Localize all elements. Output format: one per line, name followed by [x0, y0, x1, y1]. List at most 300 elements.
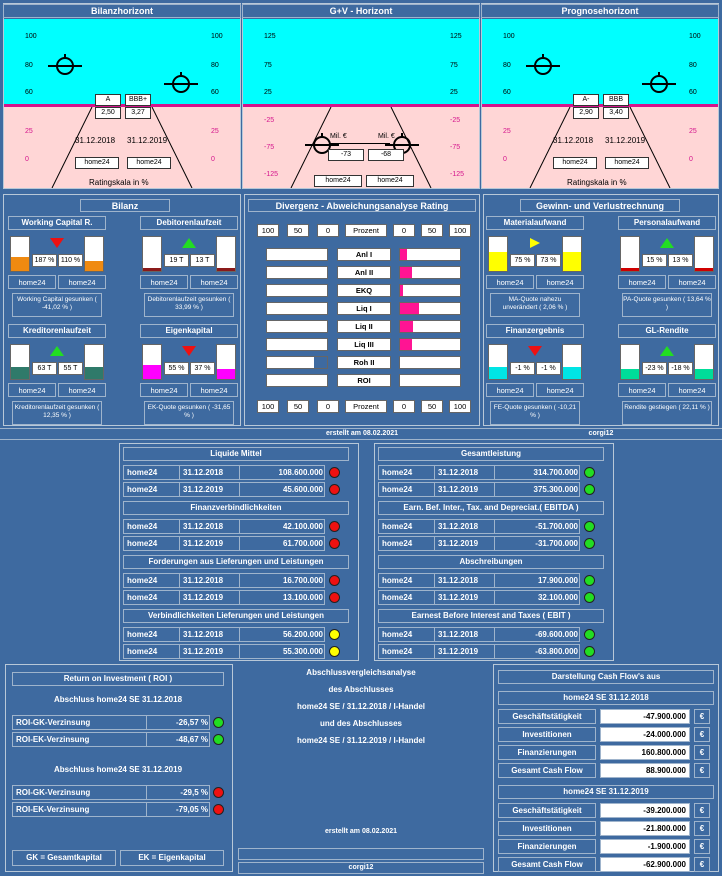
scale-unit: Prozent: [345, 400, 387, 413]
tick-label: 25: [211, 128, 219, 135]
bar-fill: [400, 339, 412, 350]
roi-row: [12, 802, 210, 817]
status-indicator-icon: [329, 592, 340, 603]
tick-label: 0: [503, 156, 507, 163]
date-cell: 31.12.2018: [180, 520, 240, 533]
kpi-note: Kreditorenlaufzeit gesunken ( 12,35 % ): [12, 401, 102, 425]
currency-label: €: [694, 763, 710, 778]
table-row: [378, 590, 580, 605]
cashflow-label: Investitionen: [498, 727, 596, 742]
roi-abschluss-2: Abschluss home24 SE 31.12.2019: [12, 764, 224, 778]
value-cell: 56.200.000: [282, 630, 323, 639]
currency-label: €: [694, 803, 710, 818]
scale-unit: Prozent: [345, 224, 387, 237]
kpi-note: Working Capital gesunken ( -41,02 % ): [12, 293, 102, 317]
tick-label: 80: [25, 62, 33, 69]
company-cell: home24: [379, 628, 435, 641]
company-cell: home24: [379, 466, 435, 479]
tick-label: 25: [264, 89, 272, 96]
prognose-horizon-title: Prognosehorizont: [481, 4, 719, 18]
table-title: Earn. Bef. Inter., Tax. and Depreciat.( EBITDA ): [378, 501, 604, 515]
rating-row-label: Anl I: [337, 248, 391, 261]
company-b: home24: [127, 157, 171, 169]
table-row: [123, 482, 325, 497]
rating-value-b: 3,27: [125, 107, 151, 119]
kpi-pct-b: -18 %: [668, 362, 693, 375]
date-cell: 31.12.2018: [435, 628, 495, 641]
kpi-bar-fill: [695, 369, 713, 379]
kpi-note: PA-Quote gesunken ( 13,64 % ): [622, 293, 712, 317]
date-cell: 31.12.2019: [180, 537, 240, 550]
kpi-pct-a: 75 %: [510, 254, 535, 267]
table-title: Liquide Mittel: [123, 447, 349, 461]
kpi-title: Materialaufwand: [486, 216, 584, 230]
currency-label: €: [694, 745, 710, 760]
tick-label: 60: [503, 89, 511, 96]
cashflow-label: Finanzierungen: [498, 745, 596, 760]
value-cell: 55.300.000: [282, 647, 323, 656]
table-row: [378, 573, 580, 588]
bilanz-horizon-title: Bilanzhorizont: [3, 4, 241, 18]
company-cell: home24: [124, 645, 180, 658]
guv-horizon-title: G+V - Horizont: [242, 4, 480, 18]
user-label-bottom: corgi12: [238, 862, 484, 874]
perspective-lines: [3, 107, 241, 188]
kpi-pct-b: -1 %: [536, 362, 561, 375]
kpi-company-b: home24: [190, 383, 238, 397]
kpi-company-a: home24: [140, 275, 188, 289]
cashflow-value: -62.900.000: [600, 857, 690, 872]
tick-label: -25: [264, 117, 275, 124]
kpi-bar: [216, 344, 236, 380]
status-indicator-icon: [584, 467, 595, 478]
kpi-company-a: home24: [140, 383, 188, 397]
tick-label: 25: [25, 128, 33, 135]
table-row: [123, 536, 325, 551]
unit-label: Mil. €: [378, 133, 395, 140]
table-row: [123, 519, 325, 534]
company-cell: home24: [379, 520, 435, 533]
tick-label: 80: [689, 62, 697, 69]
kpi-bar-fill: [563, 252, 581, 271]
tick-label: 75: [450, 62, 458, 69]
status-indicator-icon: [329, 646, 340, 657]
arrow-up-icon: [660, 238, 674, 248]
analysis-text: und des Abschlusses: [320, 719, 402, 728]
bar-fill: [400, 267, 412, 278]
arrow-down-icon: [50, 238, 64, 248]
table-row: [123, 627, 325, 642]
kpi-bar-fill: [563, 367, 581, 379]
rating-value-a: 2,50: [95, 107, 121, 119]
table-row: [378, 465, 580, 480]
kpi-title: Eigenkapital: [140, 324, 238, 338]
kpi-bar-fill: [143, 365, 161, 379]
kpi-company-b: home24: [536, 275, 584, 289]
kpi-bar-fill: [85, 367, 103, 379]
roi-label: ROI-GK-Verzinsung: [13, 716, 147, 729]
arrow-right-icon: [528, 238, 542, 248]
status-indicator-icon: [213, 804, 224, 815]
roi-label: ROI-EK-Verzinsung: [13, 733, 147, 746]
divergence-bar-right: [399, 302, 461, 315]
rating-b: BBB: [603, 94, 629, 106]
tick-label: 80: [503, 62, 511, 69]
bar-fill: [400, 303, 419, 314]
value-cell: 45.600.000: [282, 485, 323, 494]
kpi-pct-a: 187 %: [32, 254, 57, 267]
divergence-bar-right: [399, 338, 461, 351]
value-a: -73: [328, 149, 364, 161]
kpi-pct-b: 13 %: [668, 254, 693, 267]
currency-label: €: [694, 727, 710, 742]
kpi-bar: [694, 344, 714, 380]
kpi-pct-b: 13 T: [190, 254, 215, 267]
tick-label: 100: [25, 33, 37, 40]
unit-label: Mil. €: [330, 133, 347, 140]
company-cell: home24: [379, 483, 435, 496]
currency-label: €: [694, 857, 710, 872]
kpi-company-a: home24: [8, 275, 56, 289]
cashflow-header-2: home24 SE 31.12.2019: [498, 785, 714, 799]
kpi-bar: [488, 344, 508, 380]
kpi-company-a: home24: [486, 275, 534, 289]
roi-abschluss-1: Abschluss home24 SE 31.12.2018: [12, 694, 224, 708]
status-indicator-icon: [213, 734, 224, 745]
kpi-note: Rendite gestiegen ( 22,11 % ): [622, 401, 712, 425]
table-row: [123, 465, 325, 480]
table-title: Verbindlichkeiten Lieferungen und Leistungen: [123, 609, 349, 623]
guv-title: Gewinn- und Verlustrechnung: [520, 199, 680, 212]
date-cell: 31.12.2018: [435, 520, 495, 533]
arrow-down-icon: [528, 346, 542, 356]
sky-area: [4, 19, 240, 105]
cashflow-label: Finanzierungen: [498, 839, 596, 854]
company-a: home24: [314, 175, 362, 187]
value-cell: -69.600.000: [535, 630, 578, 639]
value-cell: -31.700.000: [535, 539, 578, 548]
kpi-bar: [562, 236, 582, 272]
date-a: 31.12.2018: [75, 136, 116, 145]
tick-label: 25: [503, 128, 511, 135]
divergenz-title: Divergenz - Abweichungsanalyse Rating: [248, 199, 476, 212]
status-indicator-icon: [329, 538, 340, 549]
status-indicator-icon: [584, 592, 595, 603]
scale-label: 50: [287, 224, 309, 237]
status-indicator-icon: [213, 787, 224, 798]
date-b: 31.12.2019: [127, 136, 168, 145]
value-cell: 42.100.000: [282, 522, 323, 531]
rating-row-label: ROI: [337, 374, 391, 387]
status-indicator-icon: [584, 646, 595, 657]
company-cell: home24: [379, 591, 435, 604]
scale-label: 0: [317, 224, 339, 237]
date-cell: 31.12.2019: [435, 483, 495, 496]
scale-label: 0: [317, 400, 339, 413]
kpi-bar: [694, 236, 714, 272]
date-cell: 31.12.2019: [435, 591, 495, 604]
rating-a: A-: [573, 94, 599, 106]
tick-label: 80: [211, 62, 219, 69]
created-date-bottom: erstellt am 08.02.2021: [325, 828, 397, 835]
status-indicator-icon: [329, 629, 340, 640]
divergence-bar-right: [399, 320, 461, 333]
divider: [330, 143, 390, 144]
kpi-bar: [216, 236, 236, 272]
company-cell: home24: [379, 574, 435, 587]
kpi-bar: [620, 236, 640, 272]
tick-label: 0: [25, 156, 29, 163]
date-cell: 31.12.2019: [180, 591, 240, 604]
table-title: Forderungen aus Lieferungen und Leistungen: [123, 555, 349, 569]
plane-a-icon: [48, 54, 82, 78]
kpi-pct-a: -23 %: [642, 362, 667, 375]
cashflow-label: Gesamt Cash Flow: [498, 857, 596, 872]
tick-label: 100: [689, 33, 701, 40]
company-b: home24: [366, 175, 414, 187]
bar-fill: [400, 285, 403, 296]
arrow-down-icon: [182, 346, 196, 356]
cashflow-value: -1.900.000: [600, 839, 690, 854]
cashflow-value: 160.800.000: [600, 745, 690, 760]
divergence-bar-left: [266, 284, 328, 297]
date-cell: 31.12.2019: [180, 645, 240, 658]
rating-row-label: Liq III: [337, 338, 391, 351]
rating-value-a: 2,90: [573, 107, 599, 119]
kpi-note: FE-Quote gesunken ( -10,21 % ): [490, 401, 580, 425]
company-cell: home24: [124, 537, 180, 550]
divergence-bar-left: [266, 374, 328, 387]
divergence-bar-right: [399, 284, 461, 297]
company-cell: home24: [124, 520, 180, 533]
table-title: Finanzverbindlichkeiten: [123, 501, 349, 515]
kpi-bar: [84, 236, 104, 272]
tick-label: 60: [211, 89, 219, 96]
divergence-bar-left: [266, 302, 328, 315]
status-indicator-icon: [329, 521, 340, 532]
tick-label: 25: [689, 128, 697, 135]
date-cell: 31.12.2019: [180, 483, 240, 496]
analysis-text: des Abschlusses: [328, 685, 394, 694]
kpi-title: Finanzergebnis: [486, 324, 584, 338]
scale-label: 100: [449, 400, 471, 413]
value-cell: 108.600.000: [278, 468, 323, 477]
kpi-pct-a: 63 T: [32, 362, 57, 375]
tick-label: 125: [264, 33, 276, 40]
roi-row: [12, 732, 210, 747]
kpi-note: EK-Quote gesunken ( -31,65 % ): [144, 401, 234, 425]
date-cell: 31.12.2018: [180, 466, 240, 479]
kpi-company-b: home24: [58, 383, 106, 397]
kpi-bar-fill: [621, 268, 639, 271]
company-a: home24: [75, 157, 119, 169]
kpi-company-a: home24: [618, 275, 666, 289]
date-cell: 31.12.2018: [435, 574, 495, 587]
scale-label: Ratingskala in %: [89, 178, 149, 187]
value-cell: 375.300.000: [533, 485, 578, 494]
table-row: [378, 644, 580, 659]
table-row: [378, 519, 580, 534]
bilanz-title: Bilanz: [80, 199, 170, 212]
tick-label: 0: [689, 156, 693, 163]
kpi-bar: [10, 344, 30, 380]
arrow-up-icon: [182, 238, 196, 248]
legend-gk: GK = Gesamtkapital: [12, 850, 116, 866]
divergence-bar-right: [399, 356, 461, 369]
value-cell: 17.900.000: [537, 576, 578, 585]
cashflow-value: -21.800.000: [600, 821, 690, 836]
kpi-pct-a: 19 T: [164, 254, 189, 267]
roi-value: -29,5 %: [180, 788, 208, 797]
divergence-bar-right: [399, 374, 461, 387]
legend-ek: EK = Eigenkapital: [120, 850, 224, 866]
kpi-company-a: home24: [618, 383, 666, 397]
kpi-bar-fill: [85, 261, 103, 271]
cashflow-title: Darstellung Cash Flow's aus: [498, 670, 714, 684]
divergence-bar-left: [266, 248, 328, 261]
rating-row-label: EKQ: [337, 284, 391, 297]
company-cell: home24: [124, 483, 180, 496]
scale-label: 0: [393, 400, 415, 413]
kpi-bar: [488, 236, 508, 272]
kpi-bar-fill: [217, 369, 235, 379]
value-b: -68: [368, 149, 404, 161]
table-title: Earnest Before Interest and Taxes ( EBIT ): [378, 609, 604, 623]
company-cell: home24: [124, 628, 180, 641]
divergence-bar-right: [399, 248, 461, 261]
kpi-pct-b: 73 %: [536, 254, 561, 267]
company-cell: home24: [379, 537, 435, 550]
kpi-company-a: home24: [486, 383, 534, 397]
kpi-pct-b: 110 %: [58, 254, 83, 267]
tick-label: 0: [211, 156, 215, 163]
status-indicator-icon: [584, 629, 595, 640]
date-cell: 31.12.2019: [435, 645, 495, 658]
analysis-text: Abschlussvergleichsanalyse: [306, 668, 416, 677]
kpi-bar-fill: [695, 268, 713, 271]
scale-label: 0: [393, 224, 415, 237]
date-cell: 31.12.2018: [180, 628, 240, 641]
kpi-bar-fill: [11, 257, 29, 271]
roi-row: [12, 785, 210, 800]
kpi-bar-fill: [217, 268, 235, 271]
cashflow-label: Geschäftstätigkeit: [498, 709, 596, 724]
tick-label: 60: [689, 89, 697, 96]
tick-label: -75: [450, 144, 461, 151]
kpi-bar-fill: [489, 367, 507, 379]
kpi-company-a: home24: [8, 383, 56, 397]
status-indicator-icon: [584, 521, 595, 532]
perspective-lines: [481, 107, 719, 188]
kpi-note: Debitorenlaufzeit gesunken ( 33,99 % ): [144, 293, 234, 317]
rating-a: A: [95, 94, 121, 106]
status-indicator-icon: [584, 575, 595, 586]
tick-label: 100: [503, 33, 515, 40]
currency-label: €: [694, 839, 710, 854]
kpi-bar: [84, 344, 104, 380]
roi-label: ROI-GK-Verzinsung: [13, 786, 147, 799]
sky-area: [482, 19, 718, 105]
scale-label: 100: [257, 224, 279, 237]
kpi-company-b: home24: [668, 383, 716, 397]
kpi-bar-fill: [621, 369, 639, 379]
kpi-pct-a: 55 %: [164, 362, 189, 375]
tick-label: -125: [450, 171, 465, 178]
status-indicator-icon: [584, 538, 595, 549]
table-title: Gesamtleistung: [378, 447, 604, 461]
divider-box: [238, 848, 484, 860]
status-indicator-icon: [584, 484, 595, 495]
tick-label: -75: [264, 144, 275, 151]
plane-b-icon: [164, 72, 198, 96]
cashflow-label: Geschäftstätigkeit: [498, 803, 596, 818]
kpi-bar-fill: [489, 252, 507, 271]
kpi-title: Personalaufwand: [618, 216, 716, 230]
table-row: [123, 573, 325, 588]
value-cell: -63.800.000: [535, 647, 578, 656]
cashflow-value: 88.900.000: [600, 763, 690, 778]
company-cell: home24: [124, 574, 180, 587]
kpi-bar: [562, 344, 582, 380]
tick-label: -125: [264, 171, 279, 178]
company-cell: home24: [124, 466, 180, 479]
tick-label: 100: [211, 33, 223, 40]
date-b: 31.12.2019: [605, 136, 646, 145]
scale-label: 100: [257, 400, 279, 413]
status-indicator-icon: [329, 484, 340, 495]
analysis-text: home24 SE / 31.12.2018 / I-Handel: [296, 702, 426, 711]
rating-row-label: Liq I: [337, 302, 391, 315]
roi-value: -26,57 %: [175, 718, 208, 727]
scale-label: 50: [421, 400, 443, 413]
cashflow-label: Investitionen: [498, 821, 596, 836]
kpi-note: MA-Quote nahezu unverändert ( 2,06 % ): [490, 293, 580, 317]
kpi-bar: [620, 344, 640, 380]
date-cell: 31.12.2018: [435, 466, 495, 479]
kpi-bar-fill: [11, 367, 29, 379]
value-cell: -51.700.000: [535, 522, 578, 531]
plane-a-icon: [526, 54, 560, 78]
scale-label: Ratingskala in %: [567, 178, 627, 187]
tick-label: 75: [264, 62, 272, 69]
user-label-top: corgi12: [588, 430, 614, 437]
kpi-title: Debitorenlaufzeit: [140, 216, 238, 230]
kpi-title: Kreditorenlaufzeit: [8, 324, 106, 338]
divergence-bar-left: [266, 338, 328, 351]
kpi-bar: [142, 344, 162, 380]
created-date-top: erstellt am 08.02.2021: [326, 430, 398, 437]
cashflow-value: -47.900.000: [600, 709, 690, 724]
status-indicator-icon: [329, 467, 340, 478]
value-cell: 16.700.000: [282, 576, 323, 585]
table-row: [378, 627, 580, 642]
currency-label: €: [694, 709, 710, 724]
kpi-company-b: home24: [668, 275, 716, 289]
kpi-company-b: home24: [58, 275, 106, 289]
divergence-bar-right: [399, 266, 461, 279]
table-row: [378, 482, 580, 497]
sky-area: [243, 19, 479, 105]
bar-fill: [314, 357, 327, 368]
analysis-text: home24 SE / 31.12.2019 / I-Handel: [296, 736, 426, 745]
arrow-up-icon: [660, 346, 674, 356]
value-cell: 61.700.000: [282, 539, 323, 548]
date-cell: 31.12.2019: [435, 537, 495, 550]
table-row: [378, 536, 580, 551]
tick-label: 25: [450, 89, 458, 96]
kpi-bar: [10, 236, 30, 272]
value-cell: 314.700.000: [533, 468, 578, 477]
